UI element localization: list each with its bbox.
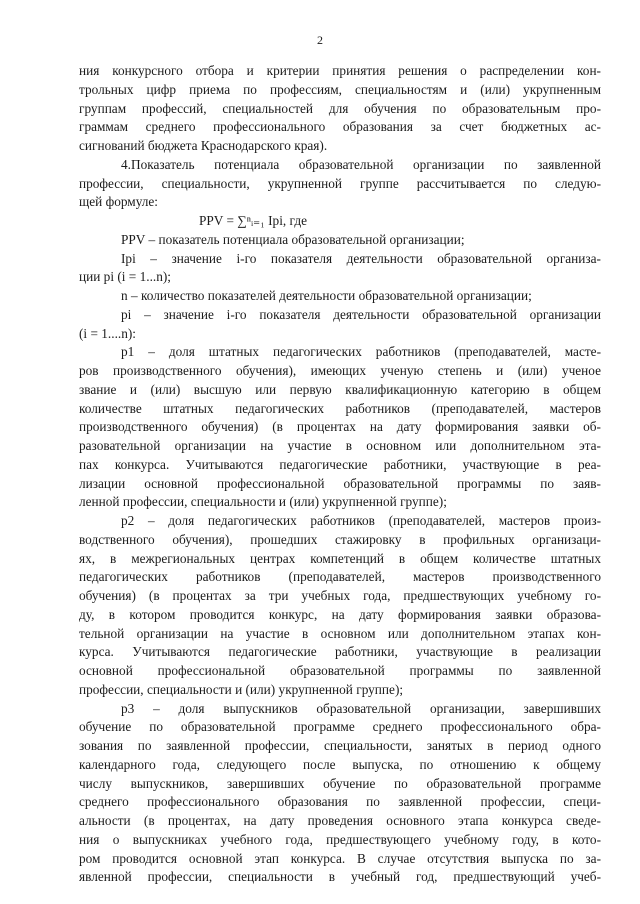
document-body xyxy=(79,62,601,887)
text-line: числу выпускников, завершивших обучение по образовательной программе xyxy=(79,775,601,791)
text-line: профессии, специальности и (или) укрупненной группе); xyxy=(79,681,404,697)
text-line: лизации основной профессиональной образовательной программы по заяв- xyxy=(79,475,601,491)
text-line: n – количество показателей деятельности образовательной организации; xyxy=(121,288,532,303)
text-line: щей формуле: xyxy=(79,194,159,210)
text-line: сигнований бюджета Краснодарского края). xyxy=(79,138,328,153)
text-line: ния конкурсного отбора и критерии принятия решения о распределении кон- xyxy=(79,63,601,78)
text-line: ния о выпускниках учебного года, предшествующего учебному году, в кото- xyxy=(79,831,601,847)
text-line: звание и (или) высшую или первую квалификационную категорию в общем xyxy=(79,381,601,397)
text-line: разовательной организации на участие в основном или дополнительном эта- xyxy=(79,438,601,453)
text-line: календарного года, следующего после выпуска, по отношению к общему xyxy=(79,756,601,772)
text-line: ром проводится основной этап конкурса. В случае отсутствия выпуска по за- xyxy=(79,850,601,866)
text-line: профессии, специальности, укрупненной группе рассчитывается по следую- xyxy=(79,175,601,191)
page-number: 2 xyxy=(317,33,323,47)
text-line: обучения) (в процентах за три учебных года, предшествующих учебному го- xyxy=(79,588,601,603)
text-line: Ipi – значение i-го показателя деятельности образовательной организа- xyxy=(121,250,601,266)
text-line: ду, в котором проводится конкурс, на дату формирования заявки образова- xyxy=(79,606,601,622)
text-line: пах конкурса. Учитываются педагогические работники, участвующие в реа- xyxy=(79,456,601,472)
text-line: pi – значение i-го показателя деятельности образовательной организации xyxy=(121,306,601,322)
text-line: педагогических работников (преподавателей, мастеров производственного xyxy=(79,569,601,585)
text-line: трольных цифр приема по профессиям, специальностям и (или) укрупненным xyxy=(79,81,601,97)
text-line: основной профессиональной образовательной программы по заявленной xyxy=(79,663,601,678)
text-line: ции pi (i = 1...n); xyxy=(79,269,172,285)
text-line: альности (в процентах, на дату проведения основного этапа конкурса сведе- xyxy=(79,813,601,828)
text-line: группам профессий, специальностей для обучения по образовательным про- xyxy=(79,100,601,116)
text-line: водственного обучения), прошедших стажировку в профильных организаци- xyxy=(79,531,601,547)
text-line: (i = 1....n): xyxy=(79,325,136,341)
text-line: 4.Показатель потенциала образовательной организации по заявленной xyxy=(121,156,601,172)
text-line: обучение по образовательной программе среднего профессионального обра- xyxy=(79,719,601,735)
text-line: ленной профессии, специальности и (или) укрупненной группе); xyxy=(79,494,447,510)
text-line: ров производственного обучения), имеющих ученую степень и (или) ученое xyxy=(79,363,601,378)
formula-line: PPV = ∑ⁿᵢ₌₁ Ipi, где xyxy=(199,213,307,228)
text-line: явленной профессии, специальности в учебный год, предшествующий учеб- xyxy=(79,869,601,885)
text-line: ях, в межрегиональных центрах компетенций в общем количестве штатных xyxy=(79,550,601,566)
text-line: граммам среднего профессионального образования за счет бюджетных ас- xyxy=(79,119,601,135)
text-line: зования по заявленной профессии, специальности, занятых в период одного xyxy=(79,738,601,753)
text-line: p2 – доля педагогических работников (преподавателей, мастеров произ- xyxy=(121,513,601,528)
text-line: PPV – показатель потенциала образовательной организации; xyxy=(121,231,465,247)
text-line: производственного обучения) (в процентах на дату формирования заявки об- xyxy=(79,419,601,435)
text-line: курса. Учитываются педагогические работники, участвующие в реализации xyxy=(79,644,601,660)
text-line: среднего профессионального образования по заявленной профессии, специ- xyxy=(79,794,601,810)
text-line: тельной организации на участие в основном или дополнительном этапах кон- xyxy=(79,625,601,641)
text-line: количестве штатных педагогических работников (преподавателей, мастеров xyxy=(79,400,601,416)
text-line: p1 – доля штатных педагогических работников (преподавателей, масте- xyxy=(121,344,601,360)
text-line: p3 – доля выпускников образовательной организации, завершивших xyxy=(121,700,601,716)
